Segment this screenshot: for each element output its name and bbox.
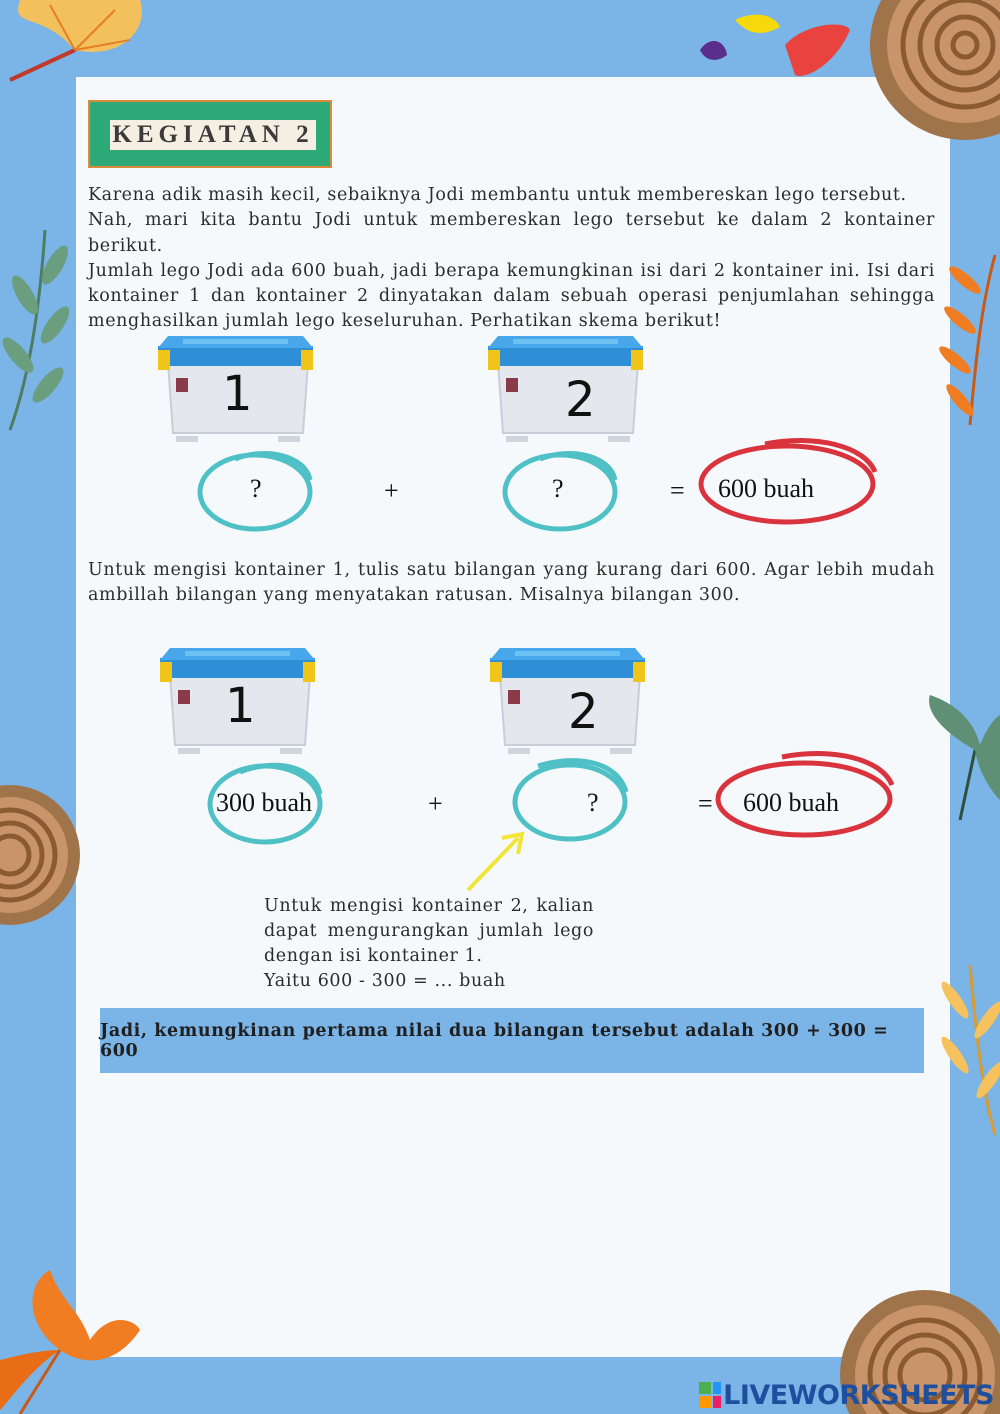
container-1-number: 1 (222, 366, 253, 422)
instruction-paragraph (88, 558, 935, 609)
tree-ring-top-right-icon (865, 0, 1000, 150)
equals-sign: = (670, 476, 685, 505)
hearts-decoration-icon (695, 5, 855, 80)
plus-sign: + (428, 789, 443, 818)
activity-badge (88, 100, 332, 168)
liveworksheets-logo[interactable] (698, 1378, 994, 1412)
intro-line: Karena adik masih kecil, sebaiknya Jodi membantu untuk membereskan lego tersebut. (88, 185, 907, 205)
plus-sign: + (384, 476, 399, 505)
intro-line: Nah, mari kita bantu Jodi untuk membereskan lego tersebut ke dalam 2 kontainer berikut. (88, 210, 935, 256)
orange-branch-right-icon (935, 250, 1000, 430)
conclusion-text: Jadi, kemungkinan pertama nilai dua bilangan tersebut adalah 300 + 300 = 600 (100, 1020, 889, 1061)
orange-leaf-bottom-left-icon (0, 1270, 140, 1414)
green-branch-left-icon (0, 225, 80, 435)
page-title: KEGIATAN 2 (110, 120, 316, 150)
intro-line: Jumlah lego Jodi ada 600 buah, jadi berapa kemungkinan isi dari 2 kontainer ini. Isi dari kontainer 1 dan kontainer 2 dinyatakan dalam sebuah operasi penjumlahan sehingga menghasilkan jumlah lego keseluruhan. Perhatikan skema berikut! (88, 260, 935, 332)
hint-paragraph (264, 894, 594, 994)
tree-ring-left-icon (0, 770, 80, 940)
equals-sign: = (698, 789, 713, 818)
total-value: 600 buah (718, 474, 815, 503)
slot-1-value: 300 buah (216, 788, 313, 817)
slot-1-value: ? (250, 474, 262, 503)
instruction-line: Untuk mengisi kontainer 1, tulis satu bilangan yang kurang dari 600. Agar lebih mudah ambillah bilangan yang menyatakan ratusan. Misalnya bilangan 300. (88, 560, 935, 606)
container-1-number: 1 (225, 678, 256, 734)
slot-2-value: ? (587, 788, 599, 817)
container-2-number: 2 (565, 372, 596, 428)
conclusion-box (100, 1008, 924, 1073)
total-value: 600 buah (743, 788, 840, 817)
green-leaf-right-icon (920, 690, 1000, 830)
arrow-icon (462, 830, 532, 895)
yellow-branch-right-icon (930, 960, 1000, 1140)
container-2-number: 2 (568, 684, 599, 740)
hint-line: Yaitu 600 - 300 = ... buah (264, 971, 506, 991)
liveworksheets-wordmark: LIVEWORKSHEETS (723, 1379, 994, 1411)
intro-paragraph (88, 183, 935, 335)
hint-line: Untuk mengisi kontainer 2, kalian dapat mengurangkan jumlah lego dengan isi kontainer 1. (264, 896, 594, 966)
slot-2-value: ? (552, 474, 564, 503)
liveworksheets-icon (698, 1381, 721, 1409)
autumn-leaf-top-left-icon (0, 0, 150, 110)
